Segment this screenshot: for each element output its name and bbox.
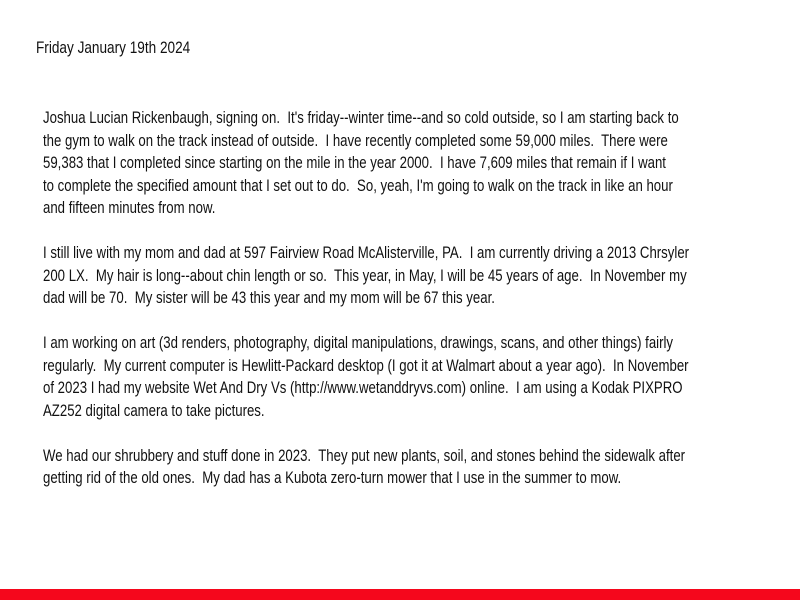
text-line: 200 LX. My hair is long--about chin length or so. This year, in May, I will be 45 years of age. In November my	[43, 266, 687, 285]
footer-bar	[0, 589, 800, 600]
text-line: and fifteen minutes from now.	[43, 199, 216, 217]
paragraph	[43, 107, 800, 220]
text-line: of 2023 I had my website Wet And Dry Vs (http://www.wetanddryvs.com) online. I am using a Kodak PIXPRO	[43, 379, 683, 397]
text-line: 59,383 that I completed since starting on the mile in the year 2000. I have 7,609 miles that remain if I want	[43, 154, 666, 172]
text-line: regularly. My current computer is Hewlitt-Packard desktop (I got it at Walmart about a year ago). In November	[43, 356, 689, 375]
entry-body	[43, 107, 800, 512]
text-line: We had our shrubbery and stuff done in 2023. They put new plants, soil, and stones behind the sidewalk after	[43, 446, 686, 465]
text-line: I still live with my mom and dad at 597 Fairview Road McAlisterville, PA. I am currently driving a 2013 Chrsyler	[43, 244, 690, 262]
paragraph	[43, 445, 800, 490]
paragraph	[43, 332, 800, 422]
text-line: getting rid of the old ones. My dad has a Kubota zero-turn mower that I use in the summer to mow.	[43, 469, 622, 487]
text-line: dad will be 70. My sister will be 43 this year and my mom will be 67 this year.	[43, 289, 495, 307]
text-line: Joshua Lucian Rickenbaugh, signing on. It's friday--winter time--and so cold outside, so I am starting back to	[43, 109, 679, 127]
text-line: to complete the specified amount that I set out to do. So, yeah, I'm going to walk on the track in like an hour	[43, 176, 673, 195]
text-line: AZ252 digital camera to take pictures.	[43, 401, 265, 420]
text-line: I am working on art (3d renders, photography, digital manipulations, drawings, scans, and other things) fairly	[43, 334, 674, 352]
text-line: the gym to walk on the track instead of outside. I have recently completed some 59,000 miles. There were	[43, 131, 668, 150]
entry-date: Friday January 19th 2024	[36, 38, 191, 57]
paragraph	[43, 242, 800, 310]
